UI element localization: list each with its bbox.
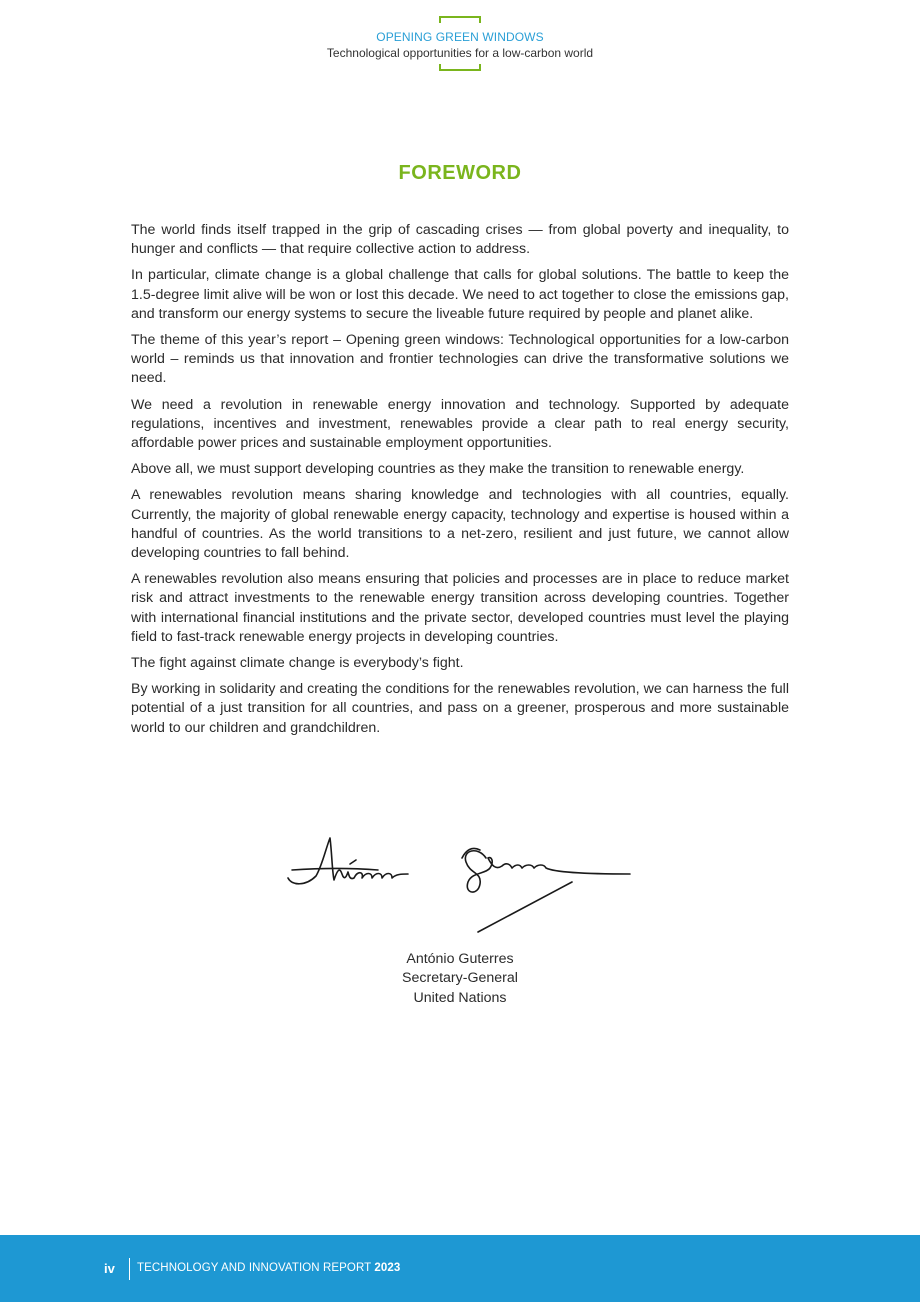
footer-report-name: TECHNOLOGY AND INNOVATION REPORT [137, 1262, 372, 1274]
signatory-organization: United Nations [413, 989, 507, 1006]
paragraph: The theme of this year’s report – Opening green windows: Technological opportunities for a low-carbon world – reminds us that innovation and frontier technologies can drive the transformative solutions we need. [131, 332, 789, 387]
paragraph: By working in solidarity and creating the conditions for the renewables revolution, we can harness the full potential of a just transition for all countries, and pass on a greener, prosperous and more sustainable world to our children and grandchildren. [131, 681, 789, 736]
series-title: OPENING GREEN WINDOWS [376, 30, 544, 44]
foreword-body [131, 221, 789, 745]
paragraph: A renewables revolution also means ensuring that policies and processes are in place to reduce market risk and attract investments to the renewable energy transition across developing countries. Together with international financial institutions and the private sector, developed countries must level the playing field to fast-track renewable energy projects in developing countries. [131, 571, 789, 645]
paragraph: A renewables revolution means sharing knowledge and technologies with all countries, equally. Currently, the majority of global renewable energy capacity, technology and expertise is housed within a handful of countries. As the world transitions to a net-zero, resilient and just future, we cannot allow developing countries to fall behind. [131, 487, 789, 562]
series-subtitle: Technological opportunities for a low-carbon world [326, 46, 594, 60]
paragraph: The world finds itself trapped in the grip of cascading crises — from global poverty and inequality, to hunger and conflicts — that require collective action to address. [131, 222, 789, 258]
paragraph: We need a revolution in renewable energy innovation and technology. Supported by adequate regulations, incentives and investment, renewables provide a clear path to real energy security, affordable power prices and sustainable employment opportunities. [131, 396, 789, 452]
header-bracket-top [439, 16, 481, 23]
page-number: iv [104, 1261, 115, 1276]
signatory-block [0, 950, 920, 1008]
footer-report-title [137, 1262, 400, 1274]
signature-image [282, 828, 638, 938]
paragraph: Above all, we must support developing countries as they make the transition to renewable energy. [131, 461, 745, 478]
page-footer [0, 1235, 920, 1302]
signatory-name: António Guterres [406, 951, 514, 967]
signatory-role: Secretary-General [402, 970, 518, 987]
footer-report-year: 2023 [374, 1262, 401, 1274]
paragraph: The fight against climate change is everybody’s fight. [131, 655, 464, 672]
page-title: FOREWORD [398, 162, 522, 184]
header-bracket-bottom [439, 64, 481, 71]
paragraph: In particular, climate change is a global challenge that calls for global solutions. The battle to keep the 1.5-degree limit alive will be won or lost this decade. We need to act together to close the emissions gap, and transform our energy systems to secure the liveable future required by people and planet alike. [131, 267, 789, 322]
footer-divider [129, 1258, 130, 1280]
